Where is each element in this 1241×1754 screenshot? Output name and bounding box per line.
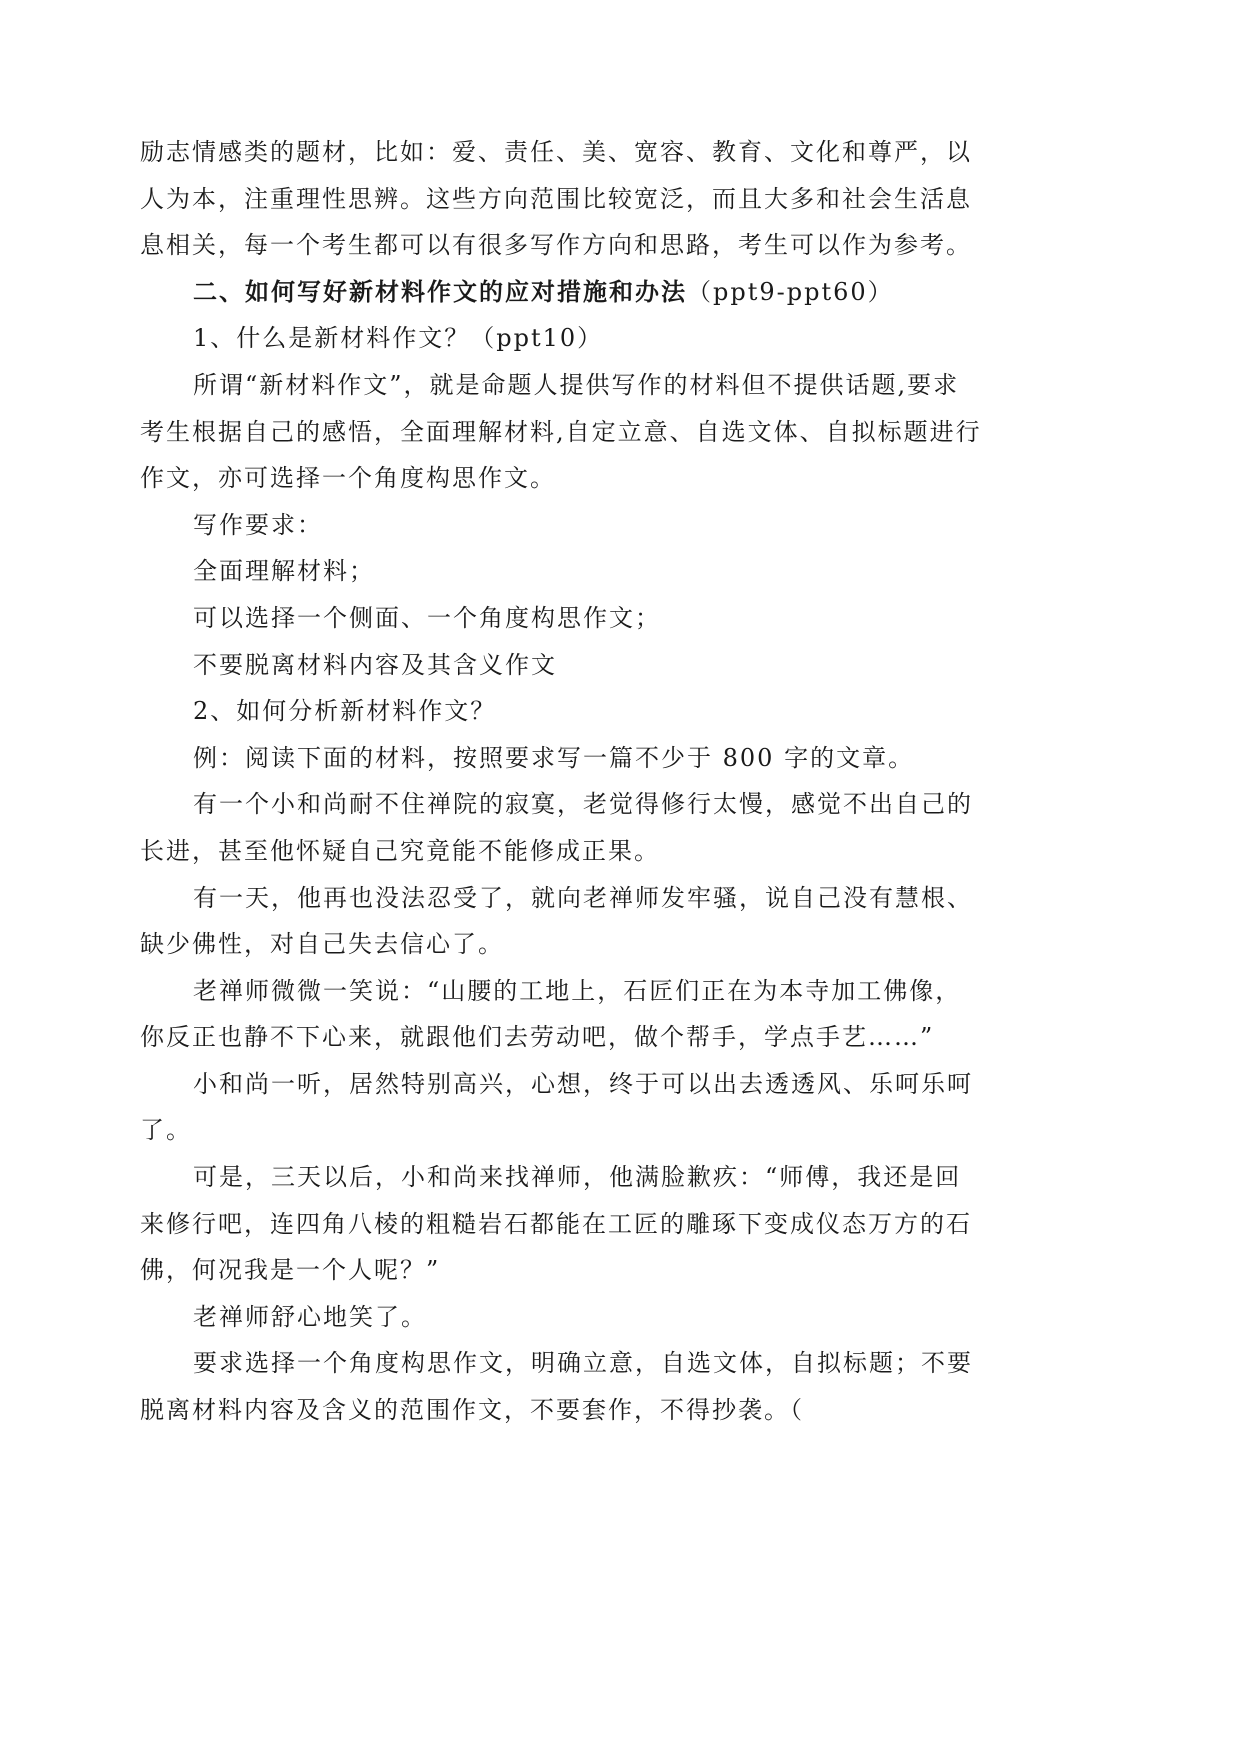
text-line: 小和尚一听，居然特别高兴，心想，终于可以出去透透风、乐呵乐呵 <box>193 1069 973 1098</box>
text-line: 励志情感类的题材，比如：爱、责任、美、宽容、教育、文化和尊严，以 <box>140 138 972 166</box>
text-line: 息相关，每一个考生都可以有很多写作方向和思路，考生可以作为参考。 <box>140 231 972 260</box>
text-line: 老禅师舒心地笑了。 <box>193 1302 427 1331</box>
text-line: 老禅师微微一笑说：“山腰的工地上，石匠们正在为本寺加工佛像， <box>193 976 962 1005</box>
section-heading-ref: （ppt9-ppt60） <box>687 277 894 306</box>
text-line: 要求选择一个角度构思作文，明确立意，自选文体，自拟标题；不要 <box>193 1349 973 1378</box>
text-line: 脱离材料内容及含义的范围作文，不要套作，不得抄袭。（ <box>140 1396 804 1425</box>
text-line: 人为本，注重理性思辨。这些方向范围比较宽泛，而且大多和社会生活息 <box>140 184 972 213</box>
text-line: 可以选择一个侧面、一个角度构思作文； <box>193 603 661 632</box>
subheading-2: 2、如何分析新材料作文？ <box>193 697 497 726</box>
section-heading <box>140 269 1100 316</box>
text-line: 缺少佛性，对自己失去信心了。 <box>140 930 504 959</box>
text-line: 所谓“新材料作文”，就是命题人提供写作的材料但不提供话题,要求 <box>193 370 960 399</box>
text-line: 考生根据自己的感悟，全面理解材料,自定立意、自选文体、自拟标题进行 <box>140 417 982 446</box>
subheading-1: 1、什么是新材料作文？（ppt10） <box>193 324 604 353</box>
text-line: 不要脱离材料内容及其含义作文 <box>193 650 557 679</box>
text-line: 长进，甚至他怀疑自己究竟能不能修成正果。 <box>140 836 660 865</box>
document-body <box>140 129 1100 1434</box>
text-line: 作文，亦可选择一个角度构思作文。 <box>140 464 556 493</box>
section-heading-title: 二、如何写好新材料作文的应对措施和办法 <box>193 276 687 306</box>
text-line: 有一个小和尚耐不住禅院的寂寞，老觉得修行太慢，感觉不出自己的 <box>193 790 973 819</box>
text-line: 写作要求： <box>193 510 323 539</box>
text-line: 有一天，他再也没法忍受了，就向老禅师发牢骚，说自己没有慧根、 <box>193 883 973 912</box>
text-line: 来修行吧，连四角八棱的粗糙岩石都能在工匠的雕琢下变成仪态万方的石 <box>140 1209 972 1238</box>
text-line: 例：阅读下面的材料，按照要求写一篇不少于 800 字的文章。 <box>193 743 915 772</box>
text-line: 可是，三天以后，小和尚来找禅师，他满脸歉疚：“师傅，我还是回 <box>193 1163 962 1192</box>
text-line: 全面理解材料； <box>193 557 375 586</box>
text-line: 了。 <box>140 1116 192 1145</box>
text-line: 你反正也静不下心来，就跟他们去劳动吧，做个帮手，学点手艺……” <box>140 1023 935 1052</box>
text-line: 佛，何况我是一个人呢？” <box>140 1256 441 1285</box>
